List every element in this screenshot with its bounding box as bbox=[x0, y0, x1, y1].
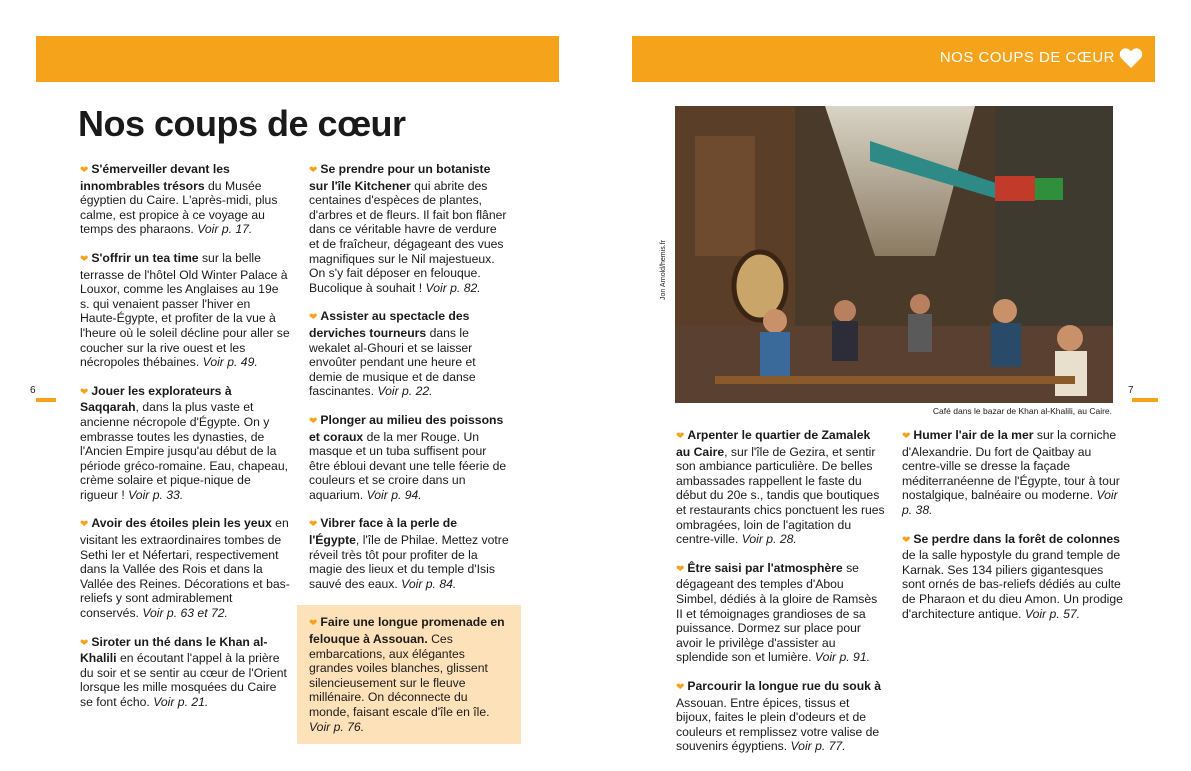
cafe-photo bbox=[675, 106, 1113, 403]
highlight-item: ❤ Vibrer face à la perle de l'Égypte, l'île de Philae. Mettez votre réveil très tôt pour profiter de la magie des lieux et du temple d'Isis sauvé des eaux. Voir p. 84. bbox=[309, 516, 509, 591]
heart-icon: ❤ bbox=[676, 431, 685, 442]
highlight-item: ❤ Siroter un thé dans le Khan al-Khalili en écoutant l'appel à la prière du soir et se sentir au cœur de l'Orient lorsque les mille mosquées du Caire se font écho. Voir p. 21. bbox=[80, 634, 287, 709]
highlight-item: ❤ Humer l'air de la mer sur la corniche d'Alexandrie. Du fort de Qaitbay au centre-ville se dresse la façade méditerranéenne de l'Égypte, tour à tour nostalgique, balnéaire ou moderne. Voir p. 38. bbox=[902, 428, 1120, 517]
heart-icon: ❤ bbox=[80, 253, 89, 265]
heart-icon: ❤ bbox=[80, 519, 89, 531]
highlight-item-boxed: ❤ Faire une longue promenade en felouque à Assouan. Ces embarcations, aux élégantes grandes voiles blanches, glissent silencieusement sur le fleuve millénaire. On déconnecte du monde, faisant escale d'île en île. Voir p. 76. bbox=[297, 605, 521, 744]
heart-icon: ❤ bbox=[80, 165, 89, 176]
heart-icon: ❤ bbox=[309, 415, 318, 427]
column-1 bbox=[80, 162, 290, 724]
header-band-right bbox=[632, 36, 1155, 82]
heart-icon: ❤ bbox=[676, 563, 685, 575]
header-band-left bbox=[36, 36, 559, 82]
highlight-item: ❤ Être saisi par l'atmosphère se dégageant des temples d'Abou Simbel, dédiés à la gloire de Ramsès II et témoignages grandioses de sa puissance. Dormez sur place pour avoir le privilège d'assister au splendide son et lumière. Voir p. 91. bbox=[676, 560, 878, 665]
photo-caption: Café dans le bazar de Khan al-Khalili, au Caire. bbox=[932, 406, 1112, 416]
heart-icon: ❤ bbox=[309, 165, 318, 176]
highlight-item: ❤ S'émerveiller devant les innombrables trésors du Musée égyptien du Caire. L'après-midi, plus calme, est propice à ce voyage au temps des pharaons. Voir p. 17. bbox=[80, 162, 278, 237]
heart-icon: ❤ bbox=[309, 618, 318, 630]
page-number-right: 7 bbox=[1128, 385, 1134, 396]
page-number-left: 6 bbox=[30, 385, 36, 396]
column-4 bbox=[902, 428, 1124, 635]
photo-credit: Jon Arnold/hemis.fr bbox=[660, 240, 667, 300]
heart-icon: ❤ bbox=[309, 312, 318, 324]
heart-icon: ❤ bbox=[80, 386, 89, 398]
highlight-item: ❤ Assister au spectacle des derviches tourneurs dans le wekalet al-Ghouri et se laisser envoûter pendant une heure et demie de musique et de danse fascinantes. Voir p. 22. bbox=[309, 309, 476, 399]
heart-icon: ❤ bbox=[309, 519, 318, 531]
highlight-item: ❤ Arpenter le quartier de Zamalek au Caire, sur l'île de Gezira, et sentir son ambiance particulière. De belles ambassades rappellent le faste du début du 20e s., tandis que boutiques et restaurants chics ponctuent les rues ombragées, loin de l'agitation du centre-ville. Voir p. 28. bbox=[676, 428, 885, 547]
heart-icon: ❤ bbox=[676, 681, 685, 693]
heart-icon bbox=[1119, 47, 1143, 69]
highlight-item: ❤ S'offrir un tea time sur la belle terrasse de l'hôtel Old Winter Palace à Louxor, comme les Anglaises au 19e s. qui venaient passer l'hiver en Haute-Égypte, et profiter de la vue à l'heure où le soleil décline pour aller se coucher sur la rive ouest et les nécropoles thébaines. Voir p. 49. bbox=[80, 250, 290, 370]
column-2 bbox=[309, 162, 509, 744]
highlight-item: ❤ Avoir des étoiles plein les yeux en visitant les extraordinaires tombes de Sethi Ier et Néfertari, respectivement dans la Vallée des Rois et dans la Vallée des Reines. Décorations et bas-reliefs y sont admirablement conservés. Voir p. 63 et 72. bbox=[80, 516, 290, 621]
page-title: Nos coups de cœur bbox=[78, 103, 406, 144]
heart-icon: ❤ bbox=[902, 534, 911, 546]
highlight-item: ❤ Se prendre pour un botaniste sur l'île Kitchener qui abrite des centaines d'espèces de plantes, d'arbres et de fleurs. Il fait bon flâner dans ce véritable havre de verdure et de fraîcheur, dégageant des vues magnifiques sur le Nil majestueux. On s'y fait déposer en felouque. Bucolique à souhait ! Voir p. 82. bbox=[309, 162, 507, 295]
highlight-item: ❤ Parcourir la longue rue du souk à Assouan. Entre épices, tissus et bijoux, faites le plein d'odeurs et de couleurs et remplissez votre valise de souvenirs égyptiens. Voir p. 77. bbox=[676, 678, 882, 754]
highlight-item: ❤ Plonger au milieu des poissons et coraux de la mer Rouge. Un masque et un tuba suffisent pour être ébloui devant une telle féerie de couleurs et se croire dans un aquarium. Voir p. 94. bbox=[309, 412, 507, 502]
heart-icon: ❤ bbox=[902, 431, 911, 442]
heart-icon: ❤ bbox=[80, 637, 89, 649]
section-title: NOS COUPS DE CŒUR bbox=[939, 49, 1115, 66]
highlight-item: ❤ Jouer les explorateurs à Saqqarah, dans la plus vaste et ancienne nécropole d'Égypte. On y embrasse toutes les dynasties, de l'Ancien Empire jusqu'au début de la période gréco-romaine. Eau, chapeau, crème solaire et pique-nique de rigueur ! Voir p. 33. bbox=[80, 383, 288, 502]
column-3 bbox=[676, 428, 886, 768]
page-marker-right bbox=[1132, 398, 1158, 402]
page-marker-left bbox=[36, 398, 56, 402]
highlight-item: ❤ Se perdre dans la forêt de colonnes de la salle hypostyle du grand temple de Karnak. Ses 134 piliers gigantesques sont ornés de bas-reliefs dédiés au culte de Pharaon et du dieu Amon. Un prodige d'architecture antique. Voir p. 57. bbox=[902, 531, 1123, 621]
